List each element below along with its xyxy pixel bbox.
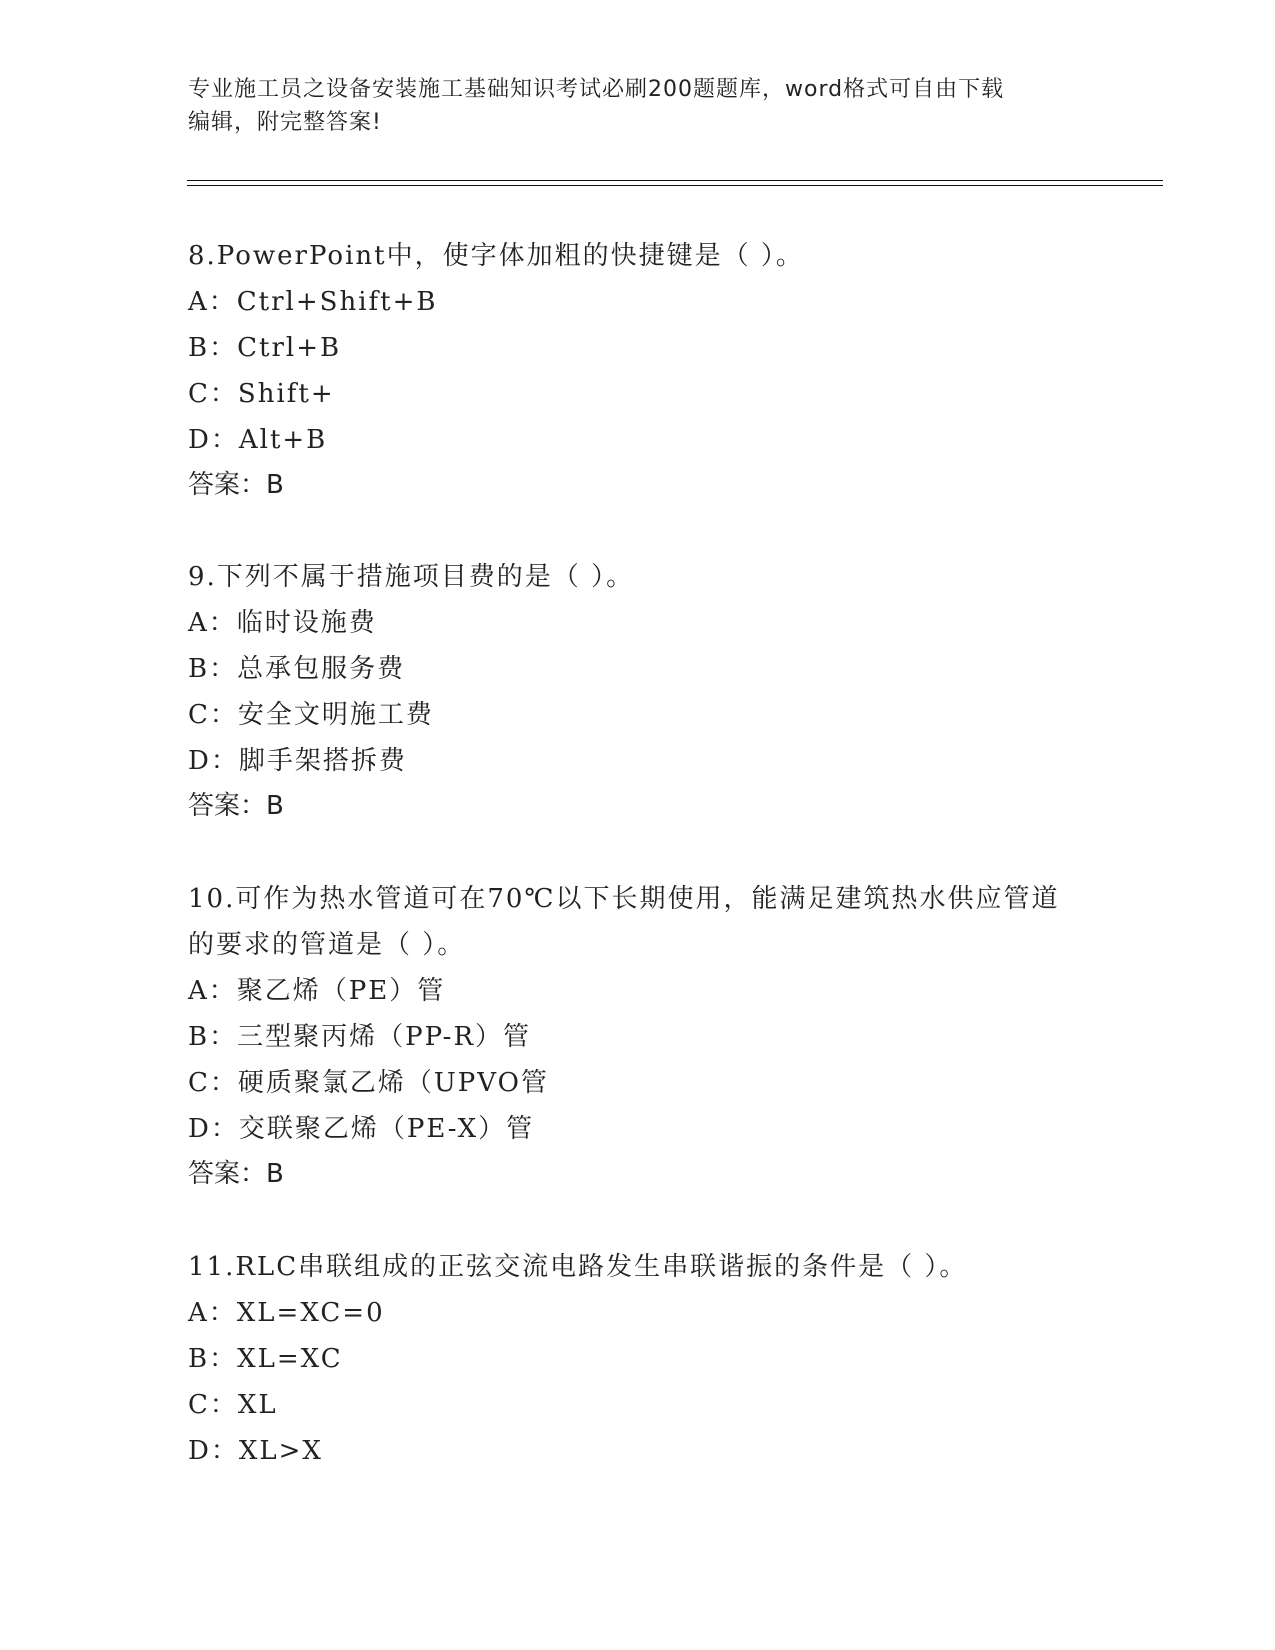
option-a: A：XL=XC=0 [188,1298,385,1328]
option-b: B：三型聚丙烯（PP-R）管 [188,1022,532,1052]
question-stem-line-1: 10.可作为热水管道可在70℃以下长期使用，能满足建筑热水供应管道 [188,884,1060,914]
answer: 答案：B [188,1159,284,1189]
option-a: A：临时设施费 [188,608,377,638]
document-header-line-2: 编辑，附完整答案! [188,110,382,135]
question-10 [188,876,1088,1196]
option-c: C：硬质聚氯乙烯（UPVO管 [188,1068,549,1098]
header-divider-bottom [187,185,1163,186]
answer: 答案：B [188,791,284,821]
question-9 [188,554,1088,828]
question-stem: 11.RLC串联组成的正弦交流电路发生串联谐振的条件是（ ）。 [188,1252,968,1282]
question-stem: 8.PowerPoint中，使字体加粗的快捷键是（ ）。 [188,241,804,271]
question-11 [188,1244,1088,1474]
option-a: A：Ctrl+Shift+B [188,287,438,317]
option-b: B：总承包服务费 [188,654,406,684]
option-d: D：XL>X [188,1436,323,1466]
option-c: C：安全文明施工费 [188,700,434,730]
question-stem: 9.下列不属于措施项目费的是（ ）。 [188,562,635,592]
option-c: C：Shift+ [188,379,335,409]
question-8 [188,233,1088,507]
option-c: C：XL [188,1390,278,1420]
header-divider-top [187,180,1163,181]
question-stem-line-2: 的要求的管道是（ ）。 [188,930,466,960]
answer: 答案：B [188,470,284,500]
option-d: D：交联聚乙烯（PE-X）管 [188,1114,535,1144]
document-header-line-1: 专业施工员之设备安装施工基础知识考试必刷200题题库，word格式可自由下载 [188,77,1005,102]
option-d: D：Alt+B [188,425,328,455]
option-b: B：XL=XC [188,1344,343,1374]
option-a: A：聚乙烯（PE）管 [188,976,446,1006]
option-b: B：Ctrl+B [188,333,342,363]
option-d: D：脚手架搭拆费 [188,746,407,776]
